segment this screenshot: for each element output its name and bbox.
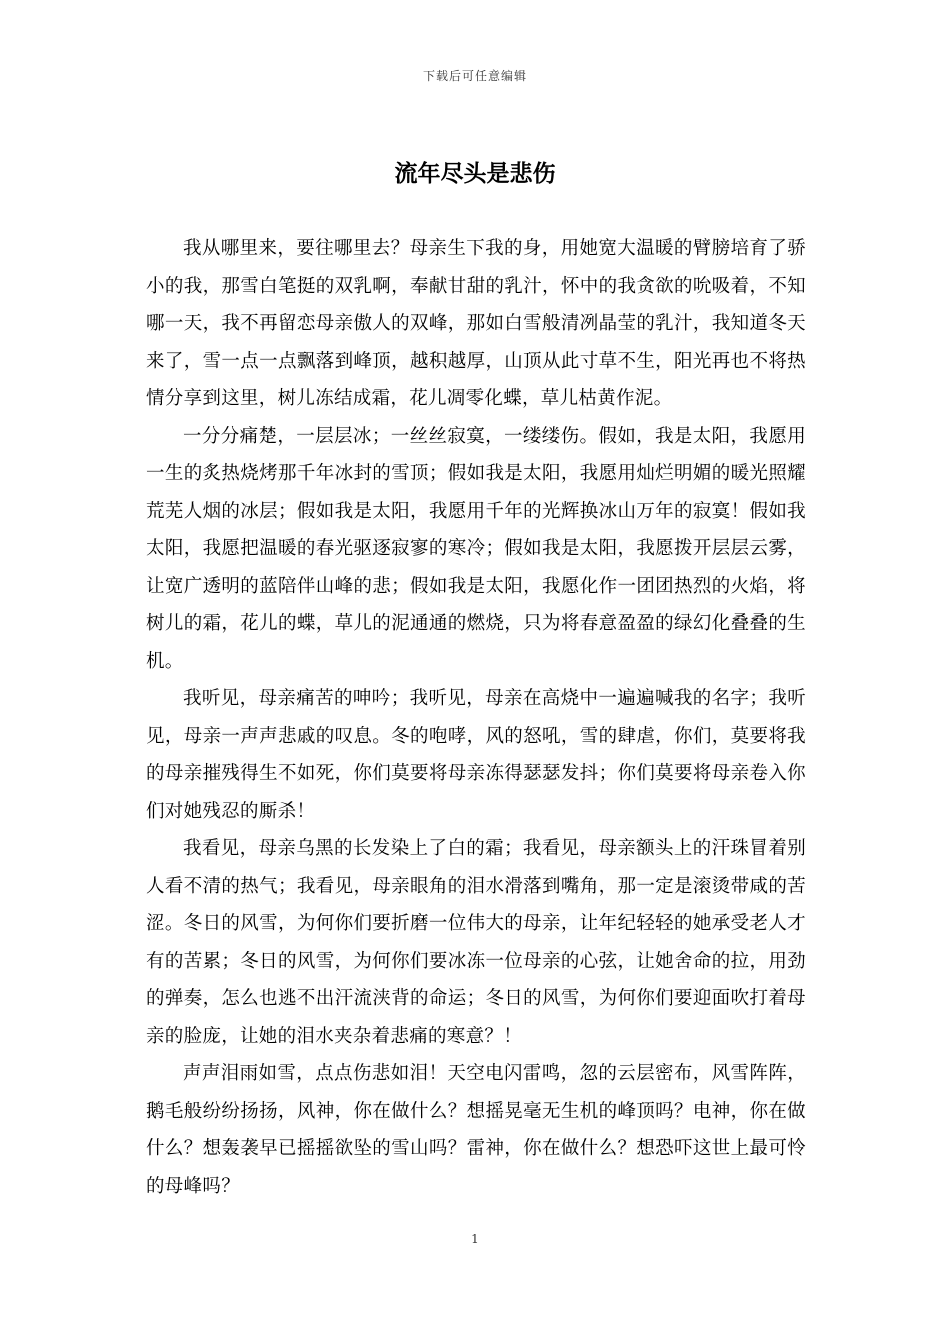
document-title: 流年尽头是悲伤 [394, 161, 556, 187]
paragraph-2: 一分分痛楚，一层层冰；一丝丝寂寞，一缕缕伤。假如，我是太阳，我愿用一生的炙热烧烤那千年冰封的雪顶；假如我是太阳，我愿用灿烂明媚的暖光照耀荒芜人烟的冰层；假如我是太阳，我愿用千年的光辉换冰山万年的寂寞！假如我太阳，我愿把温暖的春光驱逐寂寥的寒冷；假如我是太阳，我愿拨开层层云雾，让宽广透明的蓝陪伴山峰的悲；假如我是太阳，我愿化作一团团热烈的火焰，将树儿的霜，花儿的蝶，草儿的泥通通的燃烧，只为将春意盈盈的绿幻化叠叠的生机。 [146, 425, 806, 672]
paragraph-3: 我听见，母亲痛苦的呻吟；我听见，母亲在高烧中一遍遍喊我的名字；我听见，母亲一声声悲戚的叹息。冬的咆哮，风的怒吼，雪的肆虐，你们，莫要将我的母亲摧残得生不如死，你们莫要将母亲冻得瑟瑟发抖；你们莫要将母亲卷入你们对她残忍的厮杀！ [146, 688, 806, 822]
header-note: 下载后可任意编辑 [422, 69, 527, 83]
paragraph-5: 声声泪雨如雪，点点伤悲如泪！天空电闪雷鸣，忽的云层密布，风雪阵阵，鹅毛般纷纷扬扬，风神，你在做什么？想摇晃毫无生机的峰顶吗？电神，你在做什么？想轰袭早已摇摇欲坠的雪山吗？雷神，你在做什么？想恐吓这世上最可怜的母峰吗？ [146, 1063, 806, 1197]
paragraph-1: 我从哪里来，要往哪里去？母亲生下我的身，用她宽大温暖的臂膀培育了骄小的我，那雪白笔挺的双乳啊，奉献甘甜的乳汁，怀中的我贪欲的吮吸着，不知哪一天，我不再留恋母亲傲人的双峰，那如白雪般清冽晶莹的乳汁，我知道冬天来了，雪一点一点飘落到峰顶，越积越厚，山顶从此寸草不生，阳光再也不将热情分享到这里，树儿冻结成霜，花儿凋零化蝶，草儿枯黄作泥。 [146, 238, 806, 409]
page-number: 1 [471, 1232, 479, 1246]
document-body [146, 230, 806, 1205]
paragraph-4: 我看见，母亲乌黑的长发染上了白的霜；我看见，母亲额头上的汗珠冒着别人看不清的热气；我看见，母亲眼角的泪水滑落到嘴角，那一定是滚烫带咸的苦涩。冬日的风雪，为何你们要折磨一位伟大的母亲，让年纪轻轻的她承受老人才有的苦累；冬日的风雪，为何你们要冰冻一位母亲的心弦，让她舍命的拉，用劲的弹奏，怎么也逃不出汗流浃背的命运；冬日的风雪，为何你们要迎面吹打着母亲的脸庞，让她的泪水夹杂着悲痛的寒意？！ [146, 838, 806, 1047]
